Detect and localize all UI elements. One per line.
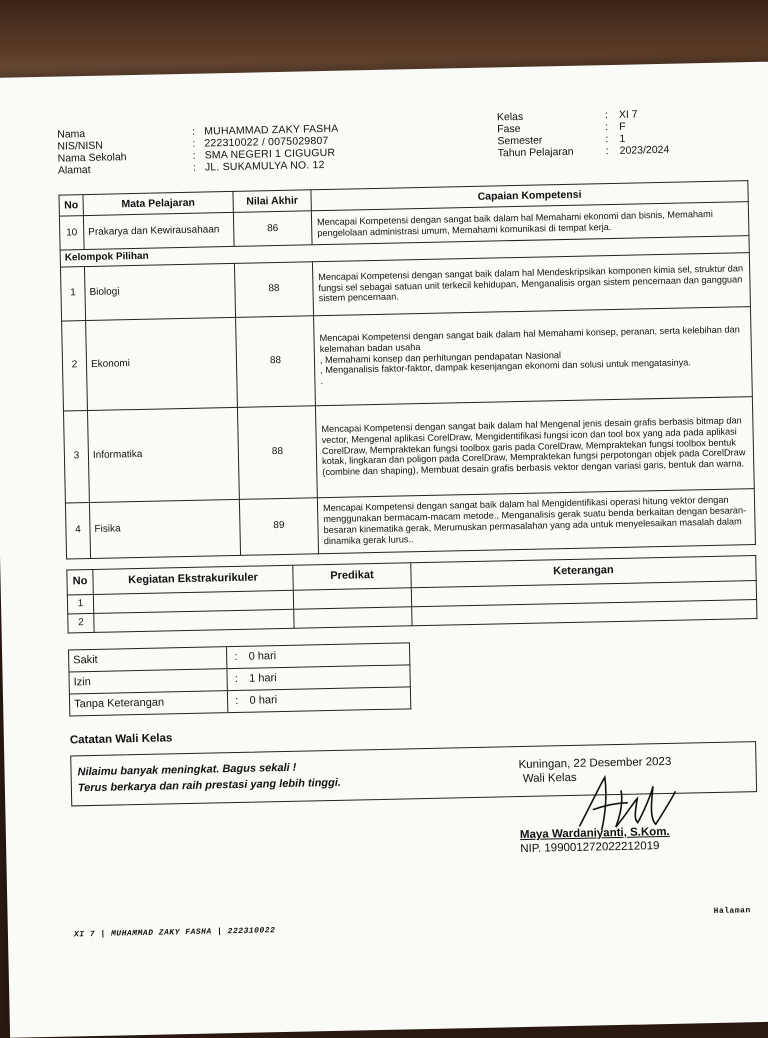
extracurricular-table: [66, 555, 757, 633]
identity-value: XI 7: [618, 108, 638, 121]
final-score: 86: [233, 211, 312, 247]
report-card-page: [0, 61, 768, 1038]
identity-value: MUHAMMAD ZAKY FASHA: [204, 122, 339, 138]
signature-role: Wali Kelas: [522, 771, 577, 785]
identity-separator: :: [192, 149, 196, 162]
row-number: 1: [60, 266, 85, 320]
subject-name: Ekonomi: [86, 317, 238, 410]
homeroom-note-line: Terus berkarya dan raih prestasi yang lebih tinggi.: [77, 777, 342, 795]
identity-separator: :: [192, 161, 196, 174]
identity-label: Nama Sekolah: [57, 151, 127, 165]
row-number: 4: [65, 502, 90, 558]
subject-name: Fisika: [89, 499, 240, 558]
column-header-competency: Capaian Kompetensi: [311, 181, 748, 211]
attendance-value: 0 hari: [245, 686, 410, 711]
identity-label: Tahun Pelajaran: [497, 145, 574, 160]
teacher-nip: NIP. 199001272022212019: [520, 840, 660, 856]
identity-separator: :: [605, 133, 609, 146]
competency-description: Mencapai Kompetensi dengan sangat baik dalam hal Memahami konsep, peranan, serta kelebihan dan kelemahan badan usaha , Memahami konsep dan perhitungan pendapatan Nasional , Menganalisis faktor-faktor, dampak kesenjangan ekonomi dan solusi untuk mengatasinya. .: [314, 306, 753, 405]
competency-description: Mencapai Kompetensi dengan sangat baik dalam hal Mendeskripsikan komponen kimia sel, struktur dan fungsi sel sebagai satuan unit terkecil kehidupan, Menganalisis organ sistem pencernaan dan gangguan sistem pencernaan.: [312, 252, 750, 315]
column-header-remarks: Keterangan: [411, 555, 756, 587]
identity-row-year: [498, 144, 670, 160]
identity-separator: :: [192, 137, 196, 150]
identity-separator: :: [604, 109, 608, 122]
teacher-name: Maya Wardaniyanti, S.Kom.: [519, 825, 670, 842]
subject-name: Biologi: [84, 263, 235, 320]
group-label: Kelompok Pilihan: [60, 236, 749, 267]
subject-name: Prakarya dan Kewirausahaan: [83, 212, 234, 249]
attendance-separator: :: [226, 646, 244, 668]
attendance-label: Tanpa Keterangan: [69, 690, 227, 715]
identity-value: SMA NEGERI 1 CIGUGUR: [204, 146, 336, 162]
column-header-subject: Mata Pelajaran: [83, 191, 233, 215]
attendance-separator: :: [227, 668, 245, 690]
column-header-no: No: [59, 195, 83, 216]
identity-label: Fase: [497, 122, 521, 136]
identity-separator: :: [605, 121, 609, 134]
competency-description: Mencapai Kompetensi dengan sangat baik dalam hal Mengidentifikasi operasi hitung vektor dengan menggunakan bermacam-macam metode., Menganalisis gerak suatu benda berkaitan dengan besaran-besaran kinematika gerak, Merumuskan permasalahan yang ada untuk menyelesaikan masalah dalam dinamika gerak lurus..: [317, 488, 755, 553]
identity-value: F: [619, 120, 626, 133]
identity-value: JL. SUKAMULYA NO. 12: [204, 159, 325, 174]
identity-separator: :: [605, 145, 609, 158]
subject-name: Informatika: [87, 407, 239, 502]
identity-label: NIS/NISN: [57, 139, 104, 153]
final-score: 88: [234, 261, 313, 317]
report-document: [57, 106, 761, 940]
attendance-value: 0 hari: [244, 642, 409, 667]
footer-info: XI 7 | MUHAMMAD ZAKY FASHA | 222310022: [73, 926, 276, 940]
predicate-cell: [293, 587, 411, 608]
row-number: 10: [59, 216, 84, 250]
attendance-label: Izin: [69, 668, 227, 693]
final-score: 88: [236, 315, 316, 407]
column-header-predicate: Predikat: [293, 562, 411, 589]
identity-label: Nama: [57, 128, 86, 141]
grades-table: [58, 180, 755, 559]
activity-cell: [94, 609, 294, 632]
identity-value: 2023/2024: [619, 143, 670, 157]
identity-label: Kelas: [496, 110, 524, 124]
column-header-no: No: [67, 569, 94, 595]
attendance-separator: :: [227, 690, 245, 712]
signature-place-date: Kuningan, 22 Desember 2023: [518, 755, 672, 772]
final-score: 88: [237, 405, 317, 499]
homeroom-note-line: Nilaimu banyak meningkat. Bagus sekali !: [77, 761, 297, 779]
competency-description: Mencapai Kompetensi dengan sangat baik dalam hal Memahami ekonomi dan bisnis, Memahami pengelolaan administrasi umum, Memahami komunikasi di tempat kerja.: [311, 202, 749, 245]
identity-value: 1: [619, 132, 626, 145]
attendance-value: 1 hari: [245, 664, 410, 689]
competency-description: Mencapai Kompetensi dengan sangat baik dalam hal Mengenal jenis desain grafis berbasis bitmap dan vector, Mengenal aplikasi CorelDraw, Mengidentifikasi fungsi icon dan tool box yang ada pada aplikasi CorelDraw, Mempraktekan fungsi toolbox garis pada CorelDraw, Mempraktekan fungsi toolbox bentuk kotak, lingkaran dan poligon pada CorelDraw, Mempraktekan fungsi perpotongan objek pada CorelDraw (combine dan shaping), Membuat desain grafis berbasis vektor dengan variasi garis, bentuk dan warna.: [315, 396, 754, 497]
identity-label: Alamat: [57, 163, 91, 177]
identity-separator: :: [192, 125, 196, 138]
row-number: 2: [68, 613, 94, 633]
attendance-label: Sakit: [68, 646, 226, 671]
table-row: [62, 306, 753, 410]
row-number: 2: [62, 320, 88, 410]
student-identity: [57, 106, 748, 180]
column-header-score: Nilai Akhir: [233, 190, 311, 213]
predicate-cell: [294, 606, 412, 627]
identity-value: 222310022 / 0075029807: [204, 134, 329, 150]
identity-label: Semester: [497, 134, 543, 148]
final-score: 89: [239, 497, 318, 555]
table-row: [63, 396, 754, 502]
row-number: 1: [67, 594, 93, 614]
attendance-table: [68, 642, 411, 716]
column-header-activity: Kegiatan Ekstrakurikuler: [93, 565, 293, 594]
row-number: 3: [63, 410, 89, 502]
footer-page-label: Halaman: [713, 906, 751, 917]
homeroom-note-title: Catatan Wali Kelas: [69, 731, 173, 746]
